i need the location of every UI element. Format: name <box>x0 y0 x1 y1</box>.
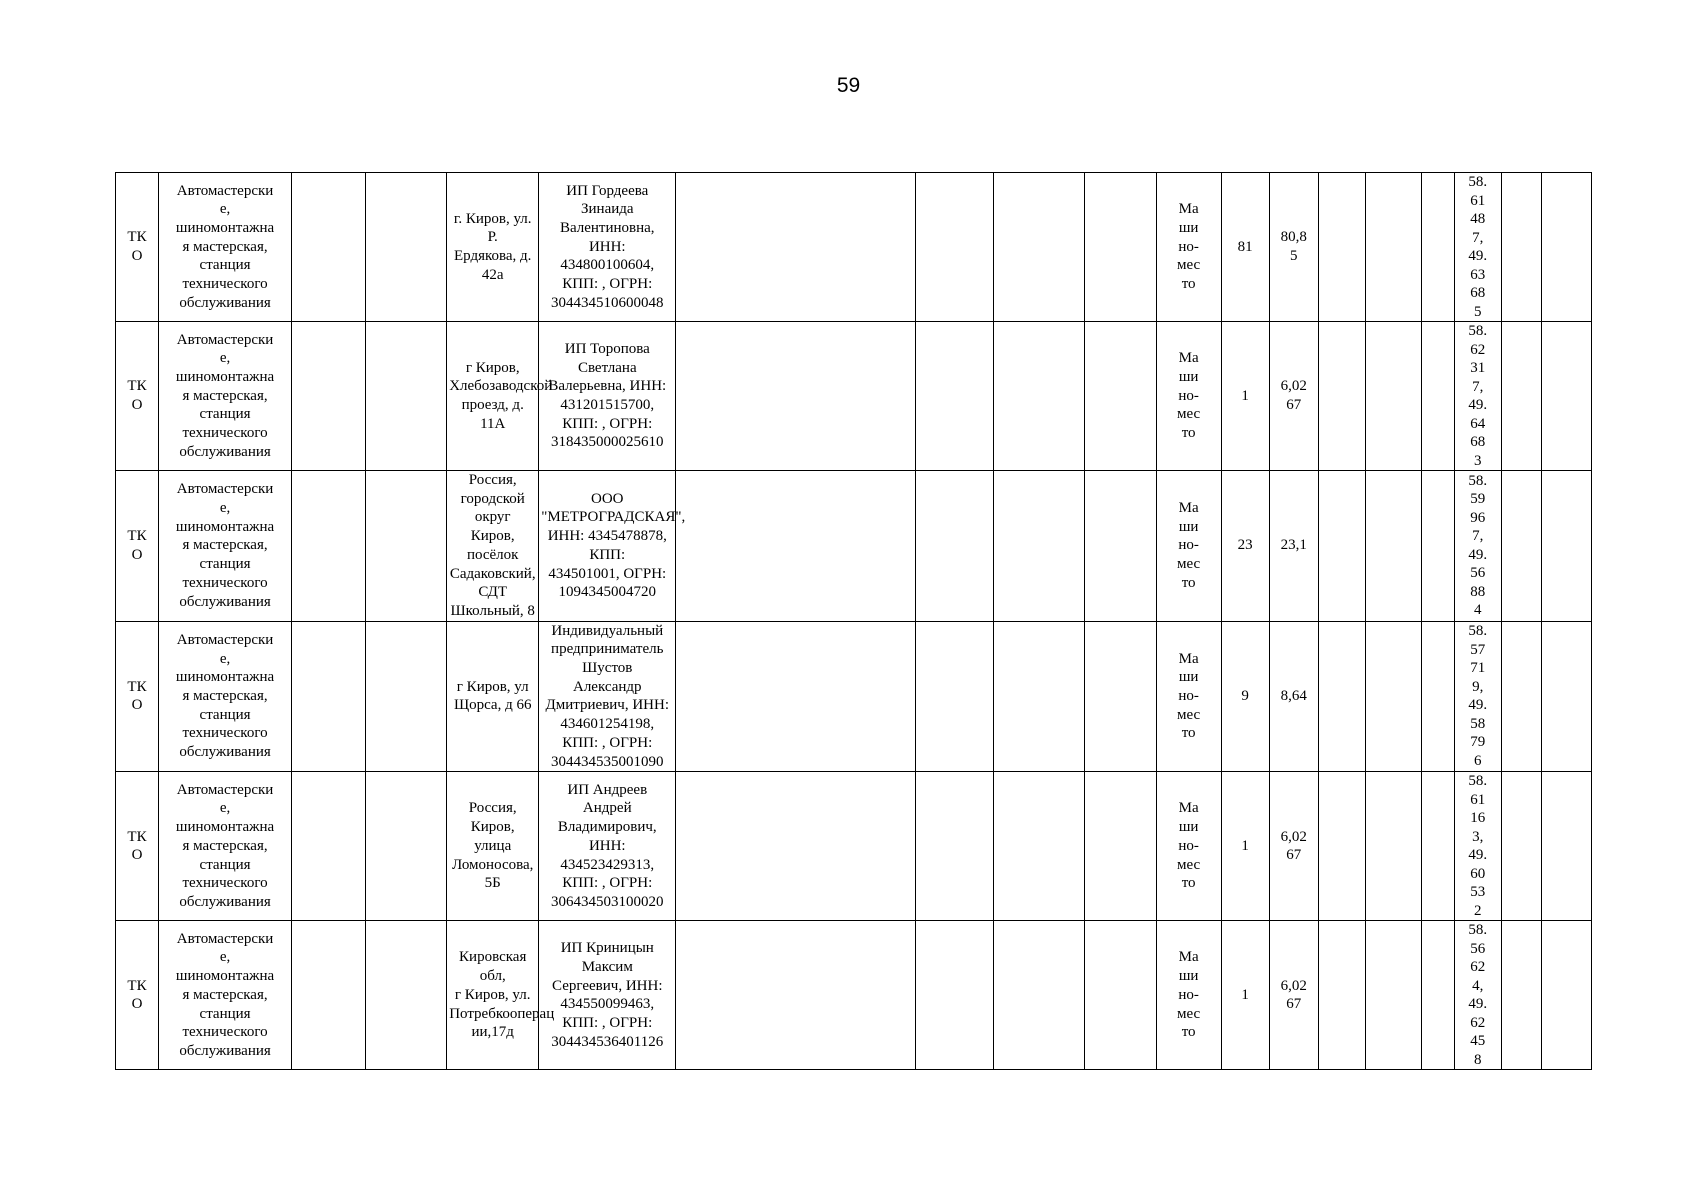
unit-cell: Ма ши но- мес то <box>1156 322 1221 471</box>
address-cell: г Киров, Хлебозаводской проезд, д. 11А <box>447 322 539 471</box>
empty-cell <box>1365 621 1421 772</box>
empty-cell <box>1541 322 1591 471</box>
norm-cell: 6,02 67 <box>1269 322 1318 471</box>
empty-cell <box>676 921 916 1070</box>
empty-cell <box>292 173 366 322</box>
empty-cell <box>1501 471 1541 622</box>
unit-cell: Ма ши но- мес то <box>1156 921 1221 1070</box>
empty-cell <box>1421 921 1454 1070</box>
empty-cell <box>916 471 993 622</box>
norm-cell: 80,8 5 <box>1269 173 1318 322</box>
empty-cell <box>993 471 1084 622</box>
object-type-cell: Автомастерски е, шиномонтажна я мастерская, станция технического обслуживания <box>159 322 292 471</box>
quantity-cell: 1 <box>1221 772 1269 921</box>
waste-type-cell: ТК О <box>116 921 159 1070</box>
empty-cell <box>1501 772 1541 921</box>
empty-cell <box>366 471 447 622</box>
owner-cell: ИП Торопова Светлана Валерьевна, ИНН: 431201515700, КПП: , ОГРН: 318435000025610 <box>539 322 676 471</box>
empty-cell <box>916 921 993 1070</box>
empty-cell <box>1084 921 1156 1070</box>
empty-cell <box>1365 322 1421 471</box>
empty-cell <box>993 921 1084 1070</box>
empty-cell <box>1501 621 1541 772</box>
empty-cell <box>1421 772 1454 921</box>
norm-cell: 6,02 67 <box>1269 921 1318 1070</box>
empty-cell <box>916 621 993 772</box>
empty-cell <box>993 322 1084 471</box>
empty-cell <box>916 322 993 471</box>
table-row <box>116 921 1592 1070</box>
table-row <box>116 621 1592 772</box>
empty-cell <box>292 471 366 622</box>
empty-cell <box>1318 322 1365 471</box>
object-type-cell: Автомастерски е, шиномонтажна я мастерская, станция технического обслуживания <box>159 621 292 772</box>
empty-cell <box>676 173 916 322</box>
unit-cell: Ма ши но- мес то <box>1156 621 1221 772</box>
object-type-cell: Автомастерски е, шиномонтажна я мастерская, станция технического обслуживания <box>159 173 292 322</box>
object-type-cell: Автомастерски е, шиномонтажна я мастерская, станция технического обслуживания <box>159 772 292 921</box>
address-cell: Россия, Киров, улица Ломоносова, 5Б <box>447 772 539 921</box>
empty-cell <box>1421 322 1454 471</box>
empty-cell <box>1084 322 1156 471</box>
object-type-cell: Автомастерски е, шиномонтажна я мастерская, станция технического обслуживания <box>159 921 292 1070</box>
coordinates-cell: 58. 59 96 7, 49. 56 88 4 <box>1454 471 1501 622</box>
registry-table <box>115 172 1592 1070</box>
page-number: 59 <box>836 74 861 97</box>
quantity-cell: 1 <box>1221 921 1269 1070</box>
empty-cell <box>916 173 993 322</box>
empty-cell <box>1421 471 1454 622</box>
coordinates-cell: 58. 56 62 4, 49. 62 45 8 <box>1454 921 1501 1070</box>
empty-cell <box>1084 471 1156 622</box>
empty-cell <box>1541 471 1591 622</box>
empty-cell <box>1365 471 1421 622</box>
empty-cell <box>366 173 447 322</box>
empty-cell <box>676 621 916 772</box>
empty-cell <box>1541 173 1591 322</box>
norm-cell: 6,02 67 <box>1269 772 1318 921</box>
quantity-cell: 23 <box>1221 471 1269 622</box>
address-cell: Кировская обл, г Киров, ул. Потребкооперац ии,17д <box>447 921 539 1070</box>
waste-type-cell: ТК О <box>116 772 159 921</box>
empty-cell <box>1365 772 1421 921</box>
empty-cell <box>1084 621 1156 772</box>
object-type-cell: Автомастерски е, шиномонтажна я мастерская, станция технического обслуживания <box>159 471 292 622</box>
empty-cell <box>366 921 447 1070</box>
empty-cell <box>1318 621 1365 772</box>
unit-cell: Ма ши но- мес то <box>1156 173 1221 322</box>
empty-cell <box>1084 772 1156 921</box>
empty-cell <box>993 173 1084 322</box>
coordinates-cell: 58. 62 31 7, 49. 64 68 3 <box>1454 322 1501 471</box>
empty-cell <box>1318 921 1365 1070</box>
empty-cell <box>1318 772 1365 921</box>
table-row <box>116 471 1592 622</box>
empty-cell <box>1541 772 1591 921</box>
empty-cell <box>1541 621 1591 772</box>
quantity-cell: 81 <box>1221 173 1269 322</box>
empty-cell <box>676 471 916 622</box>
empty-cell <box>916 772 993 921</box>
empty-cell <box>366 322 447 471</box>
table-row <box>116 173 1592 322</box>
address-cell: г. Киров, ул. Р. Ердякова, д. 42а <box>447 173 539 322</box>
empty-cell <box>1501 921 1541 1070</box>
coordinates-cell: 58. 57 71 9, 49. 58 79 6 <box>1454 621 1501 772</box>
waste-type-cell: ТК О <box>116 621 159 772</box>
empty-cell <box>366 621 447 772</box>
address-cell: г Киров, ул Щорса, д 66 <box>447 621 539 772</box>
quantity-cell: 1 <box>1221 322 1269 471</box>
unit-cell: Ма ши но- мес то <box>1156 772 1221 921</box>
empty-cell <box>1318 471 1365 622</box>
norm-cell: 8,64 <box>1269 621 1318 772</box>
empty-cell <box>366 772 447 921</box>
empty-cell <box>292 772 366 921</box>
coordinates-cell: 58. 61 48 7, 49. 63 68 5 <box>1454 173 1501 322</box>
empty-cell <box>1501 322 1541 471</box>
empty-cell <box>1084 173 1156 322</box>
norm-cell: 23,1 <box>1269 471 1318 622</box>
empty-cell <box>1541 921 1591 1070</box>
owner-cell: ИП Андреев Андрей Владимирович, ИНН: 434523429313, КПП: , ОГРН: 306434503100020 <box>539 772 676 921</box>
empty-cell <box>292 621 366 772</box>
empty-cell <box>1318 173 1365 322</box>
owner-cell: ИП Криницын Максим Сергеевич, ИНН: 434550099463, КПП: , ОГРН: 304434536401126 <box>539 921 676 1070</box>
waste-type-cell: ТК О <box>116 322 159 471</box>
owner-cell: Индивидуальный предприниматель Шустов Александр Дмитриевич, ИНН: 434601254198, КПП: , ОГРН: 304434535001090 <box>539 621 676 772</box>
empty-cell <box>292 322 366 471</box>
empty-cell <box>993 772 1084 921</box>
empty-cell <box>292 921 366 1070</box>
empty-cell <box>676 772 916 921</box>
owner-cell: ИП Гордеева Зинаида Валентиновна, ИНН: 434800100604, КПП: , ОГРН: 304434510600048 <box>539 173 676 322</box>
table-row <box>116 322 1592 471</box>
coordinates-cell: 58. 61 16 3, 49. 60 53 2 <box>1454 772 1501 921</box>
waste-type-cell: ТК О <box>116 173 159 322</box>
table-row <box>116 772 1592 921</box>
unit-cell: Ма ши но- мес то <box>1156 471 1221 622</box>
empty-cell <box>1365 173 1421 322</box>
waste-type-cell: ТК О <box>116 471 159 622</box>
owner-cell: ООО "МЕТРОГРАДСКАЯ", ИНН: 4345478878, КПП: 434501001, ОГРН: 1094345004720 <box>539 471 676 622</box>
quantity-cell: 9 <box>1221 621 1269 772</box>
empty-cell <box>1501 173 1541 322</box>
address-cell: Россия, городской округ Киров, посёлок Садаковский, СДТ Школьный, 8 <box>447 471 539 622</box>
empty-cell <box>1365 921 1421 1070</box>
empty-cell <box>1421 621 1454 772</box>
empty-cell <box>676 322 916 471</box>
empty-cell <box>1421 173 1454 322</box>
empty-cell <box>993 621 1084 772</box>
